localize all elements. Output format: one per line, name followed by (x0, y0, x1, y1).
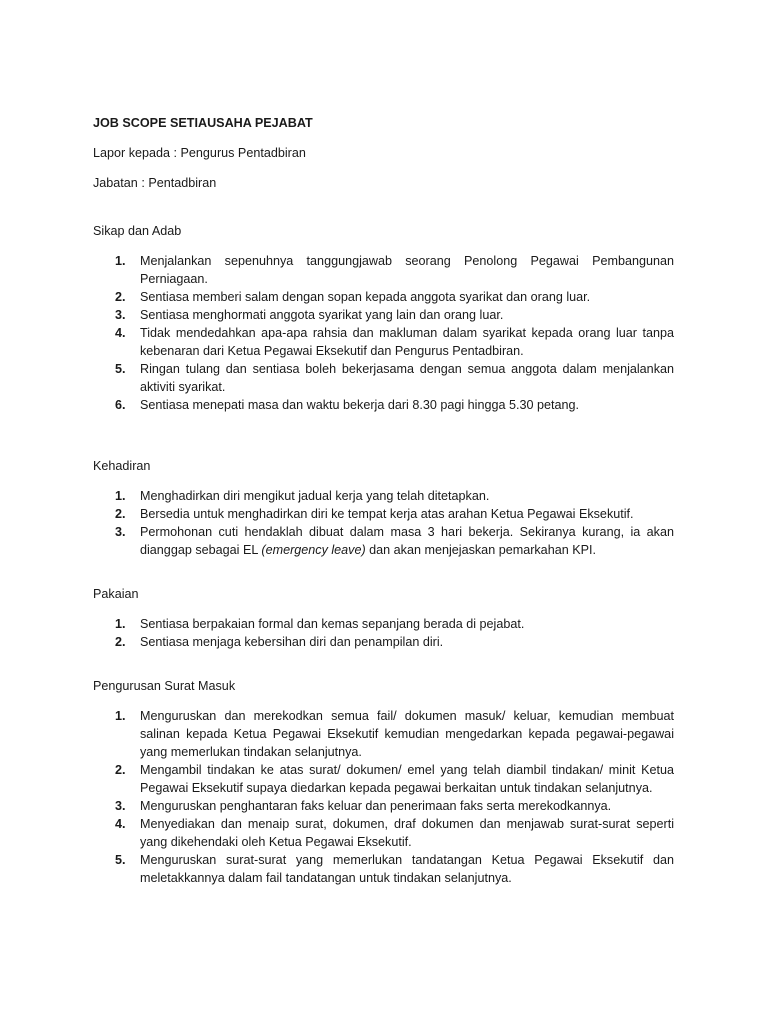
list-item: 1. Menjalankan sepenuhnya tanggungjawab seorang Penolong Pegawai Pembangunan Perniagaan. (115, 254, 674, 286)
list-item: 4. Tidak mendedahkan apa-apa rahsia dan makluman dalam syarikat kepada orang luar tanpa kebenaran dari Ketua Pegawai Eksekutif dan Pengurus Pentadbiran. (115, 326, 674, 358)
report-to-line: Lapor kepada : Pengurus Pentadbiran (93, 146, 306, 160)
list-pengurusan-surat-masuk (93, 707, 674, 887)
list-item: 2. Sentiasa menjaga kebersihan diri dan penampilan diri. (115, 635, 444, 649)
list-item: 1. Sentiasa berpakaian formal dan kemas sepanjang berada di pejabat. (115, 617, 525, 631)
list-item: 2. Sentiasa memberi salam dengan sopan kepada anggota syarikat dan orang luar. (115, 290, 591, 304)
list-item: 4. Menyediakan dan menaip surat, dokumen, draf dokumen dan menjawab surat-surat seperti yang dikehendaki oleh Ketua Pegawai Eksekutif. (115, 817, 674, 849)
list-item: 3. Permohonan cuti hendaklah dibuat dalam masa 3 hari bekerja. Sekiranya kurang, ia akan dianggap sebagai EL (emergency leave) dan akan menjejaskan pemarkahan KPI. (115, 525, 674, 557)
list-item: 5. Menguruskan surat-surat yang memerlukan tandatangan Ketua Pegawai Eksekutif dan meletakkannya dalam fail tandatangan untuk tindakan selanjutnya. (115, 853, 674, 885)
list-item: 3. Sentiasa menghormati anggota syarikat yang lain dan orang luar. (115, 308, 504, 322)
section-heading-pengurusan-surat-masuk: Pengurusan Surat Masuk (93, 679, 236, 693)
list-pakaian (93, 615, 674, 651)
list-item: 1. Menghadirkan diri mengikut jadual kerja yang telah ditetapkan. (115, 489, 490, 503)
list-item: 6. Sentiasa menepati masa dan waktu bekerja dari 8.30 pagi hingga 5.30 petang. (115, 398, 579, 412)
list-item: 3. Menguruskan penghantaran faks keluar dan penerimaan faks serta merekodkannya. (115, 799, 612, 813)
section-heading-sikap-dan-adab: Sikap dan Adab (93, 224, 182, 238)
document-title: JOB SCOPE SETIAUSAHA PEJABAT (93, 116, 313, 130)
department-line: Jabatan : Pentadbiran (93, 176, 217, 190)
list-item: 2. Bersedia untuk menghadirkan diri ke tempat kerja atas arahan Ketua Pegawai Eksekutif. (115, 507, 634, 521)
list-sikap-dan-adab (93, 252, 674, 414)
document-body (93, 114, 674, 887)
list-item: 1. Menguruskan dan merekodkan semua fail/ dokumen masuk/ keluar, kemudian membuat salinan kepada Ketua Pegawai Eksekutif kemudian mengedarkan kepada pegawai-pegawai yang memerlukan tindakan selanjutnya. (115, 709, 674, 759)
list-kehadiran (93, 487, 674, 559)
emergency-leave-text: (emergency leave) (261, 543, 366, 557)
list-item: 2. Mengambil tindakan ke atas surat/ dokumen/ emel yang telah diambil tindakan/ minit Ketua Pegawai Eksekutif supaya diedarkan kepada pegawai berkaitan untuk tindakan selanjutnya. (115, 763, 674, 795)
section-heading-pakaian: Pakaian (93, 587, 139, 601)
list-item: 5. Ringan tulang dan sentiasa boleh bekerjasama dengan semua anggota dalam menjalankan aktiviti syarikat. (115, 362, 674, 394)
section-heading-kehadiran: Kehadiran (93, 459, 151, 473)
